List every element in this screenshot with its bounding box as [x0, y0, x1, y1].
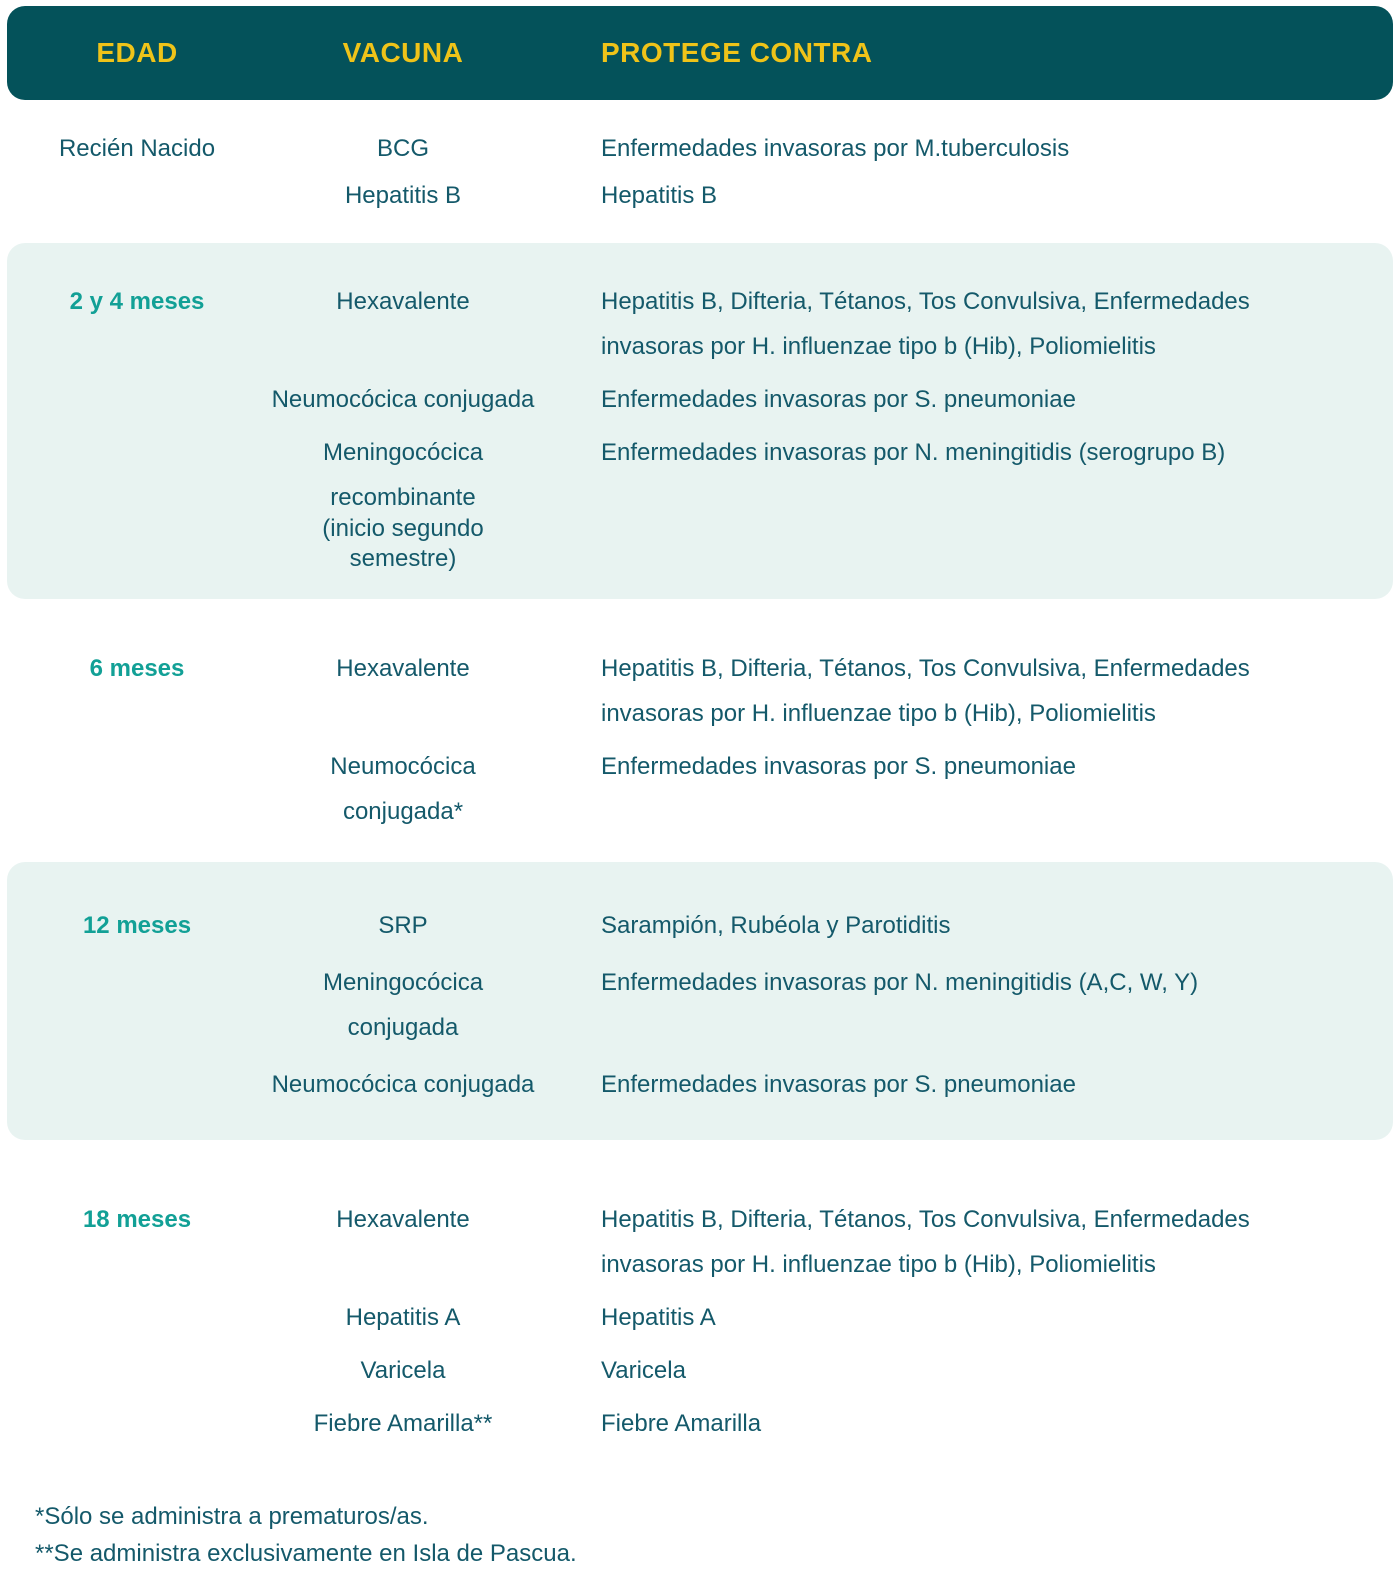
- protects-text: Enfermedades invasoras por M.tuberculosis: [601, 135, 1070, 162]
- vaccine-note: (inicio segundo semestre): [322, 515, 484, 572]
- table-row: [7, 1348, 1393, 1393]
- table-header: [7, 6, 1393, 100]
- vaccine-name: SRP: [378, 912, 428, 939]
- protects-text: Enfermedades invasoras por N. meningitidis (serogrupo B): [601, 439, 1226, 466]
- vaccine-name: Hexavalente: [336, 1206, 470, 1233]
- protects-text: Enfermedades invasoras por S. pneumoniae: [601, 1071, 1076, 1098]
- table-row: [7, 960, 1393, 1050]
- protects-text: Enfermedades invasoras por S. pneumoniae: [601, 753, 1076, 780]
- vaccine-name: Neumocócica conjugada: [271, 386, 535, 413]
- table-row: [7, 430, 1393, 574]
- vaccine-cell: [267, 430, 539, 574]
- protects-text: Hepatitis B, Difteria, Tétanos, Tos Convulsiva, Enfermedades invasoras por H. influenzae tipo b (Hib), Poliomielitis: [601, 655, 1250, 727]
- table-row: [7, 903, 1393, 948]
- table-row: [7, 279, 1393, 369]
- vaccine-name: Meningocócica recombinante: [322, 439, 484, 511]
- footnotes: [0, 1498, 1400, 1572]
- vaccine-name: Varicela: [360, 1357, 446, 1384]
- column-header-edad: EDAD: [96, 37, 178, 68]
- table-row: [7, 173, 1393, 218]
- age-label: 18 meses: [82, 1206, 192, 1233]
- footnote-prematuros: *Sólo se administra a prematuros/as.: [35, 1503, 429, 1530]
- vaccine-name: Hexavalente: [336, 288, 470, 315]
- table-row: [7, 377, 1393, 422]
- section-12-meses: [7, 862, 1393, 1140]
- section-18-meses: [0, 1197, 1400, 1446]
- table-row: [7, 646, 1393, 736]
- table-row: [7, 1295, 1393, 1340]
- protects-text: Enfermedades invasoras por S. pneumoniae: [601, 386, 1076, 413]
- section-recien-nacido: [0, 126, 1400, 218]
- vaccine-name: Hepatitis A: [345, 1304, 461, 1331]
- table-row: [7, 1197, 1393, 1287]
- footnote-isla-de-pascua: **Se administra exclusivamente en Isla de Pascua.: [35, 1540, 577, 1567]
- age-label: 2 y 4 meses: [69, 288, 205, 315]
- column-header-protege-contra: PROTEGE CONTRA: [601, 37, 873, 68]
- age-label: Recién Nacido: [58, 135, 216, 162]
- vaccine-name: Neumocócica conjugada: [271, 1071, 535, 1098]
- protects-text: Enfermedades invasoras por N. meningitidis (A,C, W, Y): [601, 969, 1199, 996]
- column-header-vacuna: VACUNA: [342, 37, 464, 68]
- protects-text: Hepatitis B, Difteria, Tétanos, Tos Convulsiva, Enfermedades invasoras por H. influenzae tipo b (Hib), Poliomielitis: [601, 288, 1250, 360]
- protects-text: Sarampión, Rubéola y Parotiditis: [601, 912, 951, 939]
- table-row: [7, 1062, 1393, 1107]
- vaccine-name: Fiebre Amarilla**: [313, 1410, 493, 1437]
- protects-text: Varicela: [601, 1357, 686, 1384]
- protects-text: Hepatitis B: [601, 182, 718, 209]
- protects-text: Hepatitis B, Difteria, Tétanos, Tos Convulsiva, Enfermedades invasoras por H. influenzae tipo b (Hib), Poliomielitis: [601, 1206, 1250, 1278]
- vaccine-name: Meningocócica conjugada: [322, 969, 484, 1041]
- vaccine-name: BCG: [376, 135, 429, 162]
- vaccine-name: Hexavalente: [336, 655, 470, 682]
- section-2-y-4-meses: [7, 243, 1393, 599]
- table-row: [7, 1401, 1393, 1446]
- age-label: 12 meses: [82, 912, 192, 939]
- table-row: [7, 126, 1393, 171]
- protects-text: Fiebre Amarilla: [601, 1410, 762, 1437]
- age-label: 6 meses: [89, 655, 185, 682]
- vaccine-name: Hepatitis B: [344, 182, 462, 209]
- table-row: [7, 744, 1393, 834]
- protects-text: Hepatitis A: [601, 1304, 716, 1331]
- section-6-meses: [0, 646, 1400, 834]
- vaccine-name: Neumocócica conjugada*: [330, 753, 476, 825]
